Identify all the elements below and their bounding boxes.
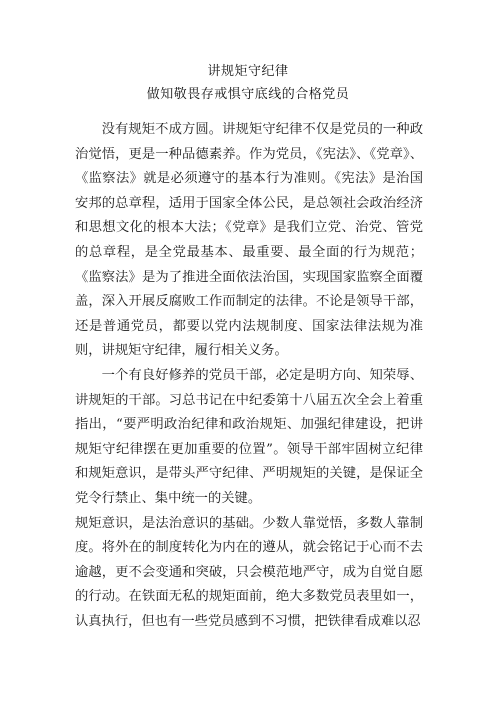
body-paragraph-2: 一个有良好修养的党员干部，必定是明方向、知荣辱、讲规矩的干部。习总书记在中纪委第十八届五次全会上着重指出，“要严明政治纪律和政治规矩、加强纪律建设，把讲规矩守纪律摆在更加重要的位置”。领导干部牢固树立纪律和规矩意识，是带头严守纪律、严明规矩的关键，是保证全党令行禁止、集中统一的关键。 <box>75 367 423 506</box>
body-paragraph-3: 规矩意识，是法治意识的基础。少数人靠觉悟，多数人靠制度。将外在的制度转化为内在的遵从，就会铭记于心而不去逾越，更不会变通和突破，只会模范地严守，成为自觉自愿的行动。在铁面无私的规矩面前，绝大多数党员表里如一，认真执行，但也有一些党员感到不习惯，把铁律看成难以忍 <box>75 515 423 629</box>
body-paragraph-1: 没有规矩不成方圆。讲规矩守纪律不仅是党员的一种政治觉悟，更是一种品德素养。作为党员，《宪法》、《党章》、《监察法》就是必须遵守的基本行为准则。《宪法》是治国安邦的总章程，适用于国家全体公民，是总领社会政治经济和思想文化的根本大法；《党章》是我们立党、治党、管党的总章程，是全党最基本、最重要、最全面的行为规范；《监察法》是为了推进全面依法治国，实现国家监察全面覆盖，深入开展反腐败工作而制定的法律。不论是领导干部，还是普通党员，都要以党内法规制度、国家法律法规为准则，讲规矩守纪律，履行相关义务。 <box>75 122 423 359</box>
document-body <box>75 118 423 634</box>
document-title: 讲规矩守纪律 <box>207 64 289 79</box>
document-subtitle: 做知敬畏存戒惧守底线的合格党员 <box>146 87 350 102</box>
